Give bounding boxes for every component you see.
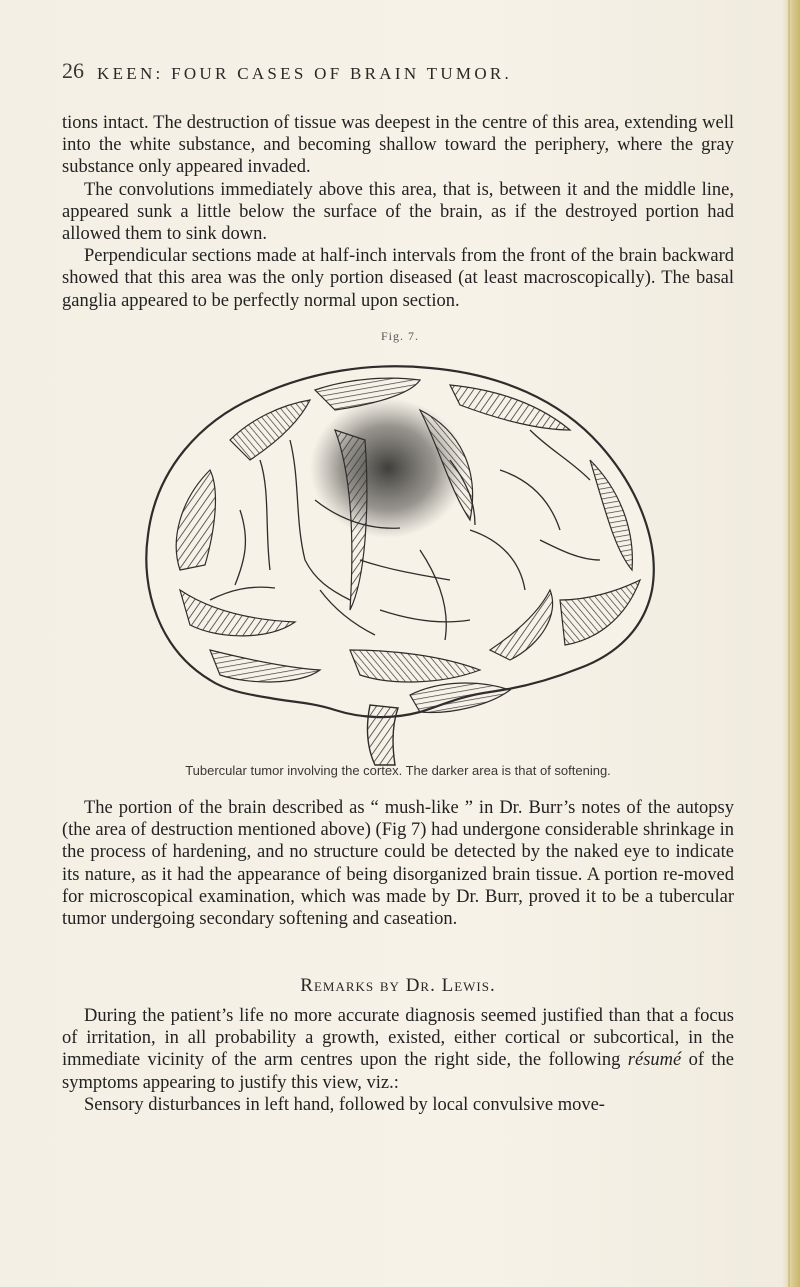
italic-word: résumé <box>627 1050 682 1071</box>
section-heading: Remarks by Dr. Lewis. <box>300 975 496 996</box>
paragraph: tions intact. The destruction of tissue was deepest in the centre of this area, extending well into the white substance, and becoming shallow toward the periphery, where the gray substance only appeared invaded. <box>62 113 734 178</box>
paragraph: Sensory disturbances in left hand, followed by local convulsive move- <box>84 1094 605 1115</box>
brain-illustration <box>120 350 680 770</box>
body-text-remarks <box>62 1005 734 1116</box>
page-edge <box>782 0 800 1287</box>
paragraph: The portion of the brain described as “ mush-like ” in Dr. Burr’s notes of the autopsy (the area of destruction mentioned above) (Fig 7) had undergone considerable shrinkage in the process of hardening, and no structure could be detected by the naked eye to indicate its nature, as it had the appearance of being disorganized brain tissue. A portion re-moved for microscopical examination, which was made by Dr. Burr, proved it to be a tubercular tumor undergoing secondary softening and caseation. <box>62 798 734 930</box>
paragraph <box>62 1005 734 1094</box>
softening-area <box>310 398 466 538</box>
page-number: 26 <box>62 58 84 83</box>
brain-figure <box>120 350 680 770</box>
brain-stem <box>368 705 398 765</box>
body-text-top <box>62 112 734 312</box>
figure-caption: Tubercular tumor involving the cortex. The darker area is that of softening. <box>185 763 611 778</box>
figure-label: Fig. 7. <box>380 329 419 343</box>
paragraph: Perpendicular sections made at half-inch intervals from the front of the brain backward showed that this area was the only portion diseased (at least macroscopically). The basal ganglia appeared to be perfectly normal upon section. <box>62 246 734 311</box>
running-title: KEEN: FOUR CASES OF BRAIN TUMOR. <box>97 64 513 83</box>
page-edge-line <box>788 0 790 1287</box>
body-text-middle <box>62 797 734 930</box>
running-head <box>62 58 762 88</box>
paragraph-text: During the patient’s life no more accurate diagnosis seemed justified than that a focus of irritation, in all probability a growth, existed, either cortical or subcortical, in the immediate vicinity of the arm centres upon the right side, the following <box>62 1006 734 1071</box>
paragraph: The convolutions immediately above this area, that is, between it and the middle line, appeared sunk a little below the surface of the brain, as if the destroyed portion had allowed them to sink down. <box>62 179 734 245</box>
paragraph-text: of the symptoms appearing to justify this view, viz.: <box>62 1050 734 1093</box>
